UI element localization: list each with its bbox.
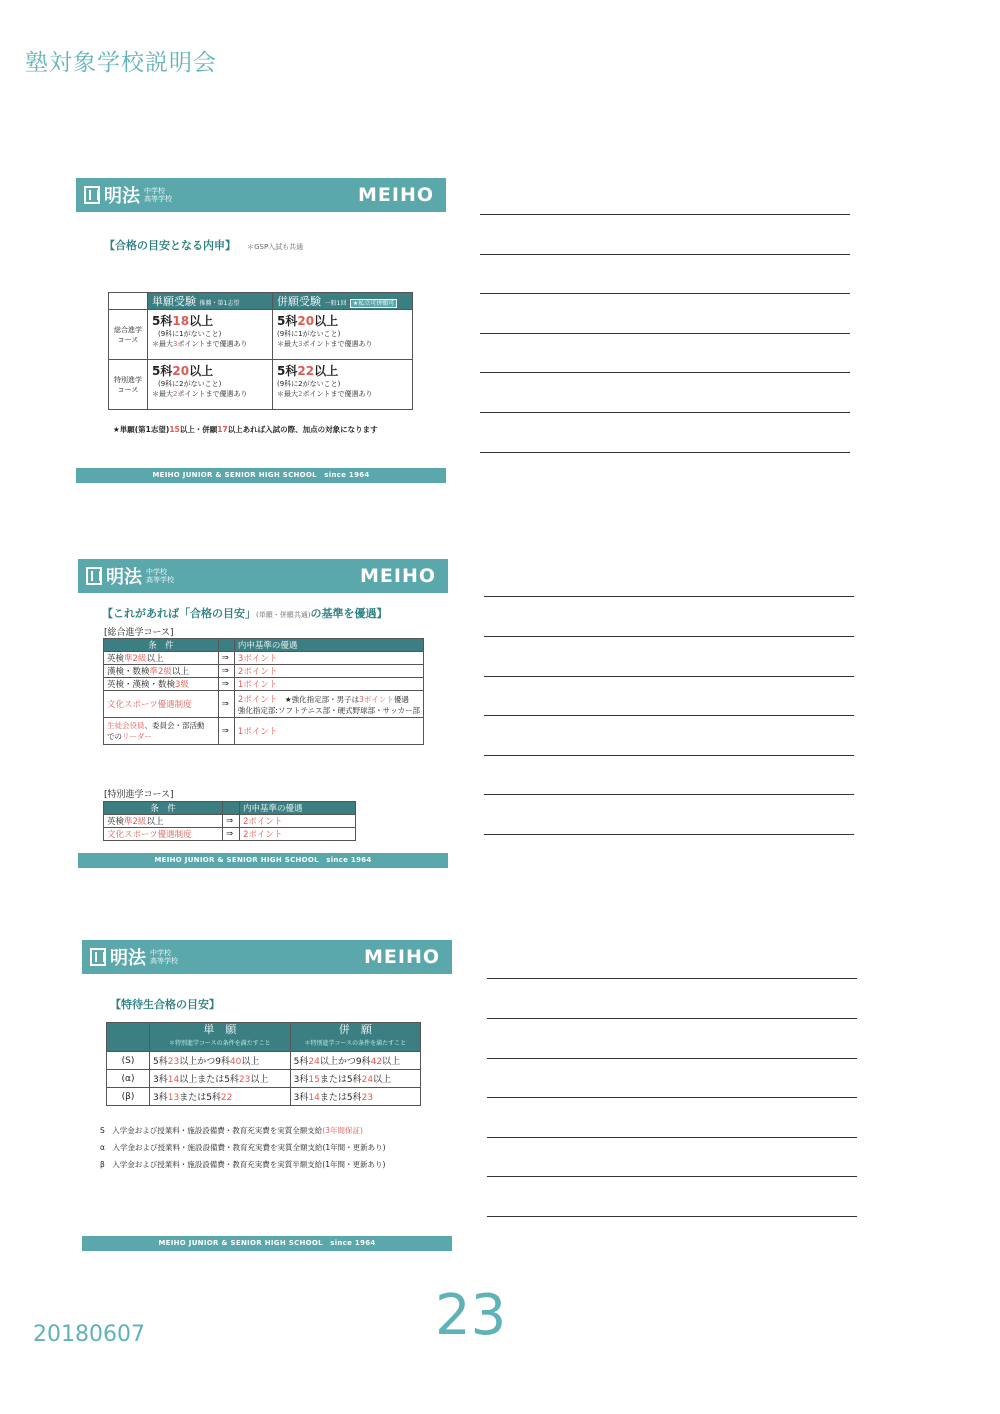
brand-text: MEIHO [363, 946, 440, 968]
note-line[interactable] [484, 596, 854, 597]
slide-footer: MEIHO JUNIOR & SENIOR HIGH SCHOOL since 1964 [78, 853, 448, 868]
slide-footer: MEIHO JUNIOR & SENIOR HIGH SCHOOL since 1964 [76, 468, 446, 483]
school-logo: 明法 中学校 高等学校 [90, 944, 178, 970]
note-line[interactable] [480, 214, 850, 215]
logo-icon [86, 567, 102, 585]
note-line[interactable] [487, 1176, 857, 1177]
note-line[interactable] [480, 254, 850, 255]
note-line[interactable] [484, 794, 854, 795]
note-line[interactable] [487, 978, 857, 979]
note-line[interactable] [487, 1058, 857, 1059]
criteria-table: 単願受験 推薦・第1志望 併願受験 一般1回 ★私立可併願可 総合進学コース 5科18以上 (9科に1がないこと) ＊最大3ポイントまで優遇あり 5科20以上 (9科に1がないこと) ＊最大3ポイントまで優遇あり 特別進学コース 5科20以上 (9科に2がないこと) ＊最大2ポイントまで優遇あり 5科22以上 (9科に2がないこと) ＊最大2ポイントまで優遇あり [108, 292, 413, 410]
note-line[interactable] [484, 755, 854, 756]
course-label: [総合進学コース] [104, 628, 174, 638]
brand-text: MEIHO [357, 184, 434, 206]
section-title: 【合格の目安となる内申】 ＊GSP入試も共通 [104, 239, 304, 252]
note-line[interactable] [480, 412, 850, 413]
school-logo: 明法 中学校 高等学校 [86, 563, 174, 589]
course-label: [特別進学コース] [104, 790, 174, 800]
special-course-table: 条 件 内申基準の優遇 英検準2級以上 ⇒ 2ポイント 文化スポーツ優遇制度 ⇒ 2ポイント [103, 801, 356, 841]
note-line[interactable] [484, 636, 854, 637]
note-line[interactable] [487, 1018, 857, 1019]
note-line[interactable] [480, 372, 850, 373]
scholarship-table: 単 願 ＊特別進学コースの条件を満たすこと 併 願 ＊特別進学コースの条件を満たすこと (S) 5科23以上かつ9科40以上 5科24以上かつ9科42以上 (α) 3科14以上または5科23以上 3科15または5科24以上 (β) 3科13または5科22 3科14または5科23 [106, 1022, 421, 1106]
logo-icon [84, 186, 100, 204]
page-title: 塾対象学校説明会 [25, 50, 217, 76]
document-date: 20180607 [33, 1322, 145, 1347]
slide-1 [76, 178, 446, 483]
note-line[interactable] [480, 452, 850, 453]
note-line[interactable] [484, 676, 854, 677]
note-line[interactable] [487, 1137, 857, 1138]
section-title: 【特待生合格の目安】 [110, 998, 220, 1011]
slide-header [76, 178, 446, 212]
note-line[interactable] [484, 834, 854, 835]
page-number: 23 [435, 1283, 507, 1348]
general-course-table: 条 件 内申基準の優遇 英検準2級以上 ⇒ 3ポイント 漢検・数検準2級以上 ⇒ 2ポイント 英検・漢検・数検3級 ⇒ 1ポイント 文化スポーツ優遇制度 ⇒ 2ポイント ★強化指定部・男子は3ポイント優遇 強化指定部:ソフトテニス部・硬式野球部・サッカー部 生徒会役員、委員会・部活動 でのリーダー ⇒ 1ポイント [103, 638, 424, 745]
slide-header [82, 940, 452, 974]
slide-header [78, 559, 448, 593]
row-label: 特別進学コース [109, 360, 148, 410]
row-label: 総合進学コース [109, 310, 148, 360]
bonus-note: ★単願(第1志望)15以上・併願17以上あれば入試の際、加点の対象になります [113, 425, 378, 434]
note-line[interactable] [480, 293, 850, 294]
note-line[interactable] [484, 715, 854, 716]
note-line[interactable] [487, 1097, 857, 1098]
slide-footer: MEIHO JUNIOR & SENIOR HIGH SCHOOL since 1964 [82, 1236, 452, 1251]
section-title: 【これがあれば「合格の目安」(単願・併願共通)の基準を優遇】 [102, 607, 388, 620]
school-logo: 明法 中学校 高等学校 [84, 182, 172, 208]
slide-2 [78, 559, 448, 868]
logo-icon [90, 948, 106, 966]
slide-3 [82, 940, 452, 1251]
note-line[interactable] [480, 333, 850, 334]
brand-text: MEIHO [359, 565, 436, 587]
scholarship-notes: S 入学金および授業料・施設設備費・教育充実費を実質全額支給(3年間保証) α 入学金および授業料・施設設備費・教育充実費を実質全額支給(1年間・更新あり) β 入学金および授業料・施設設備費・教育充実費を実質半額支給(1年間・更新あり) [100, 1126, 386, 1169]
note-line[interactable] [487, 1216, 857, 1217]
